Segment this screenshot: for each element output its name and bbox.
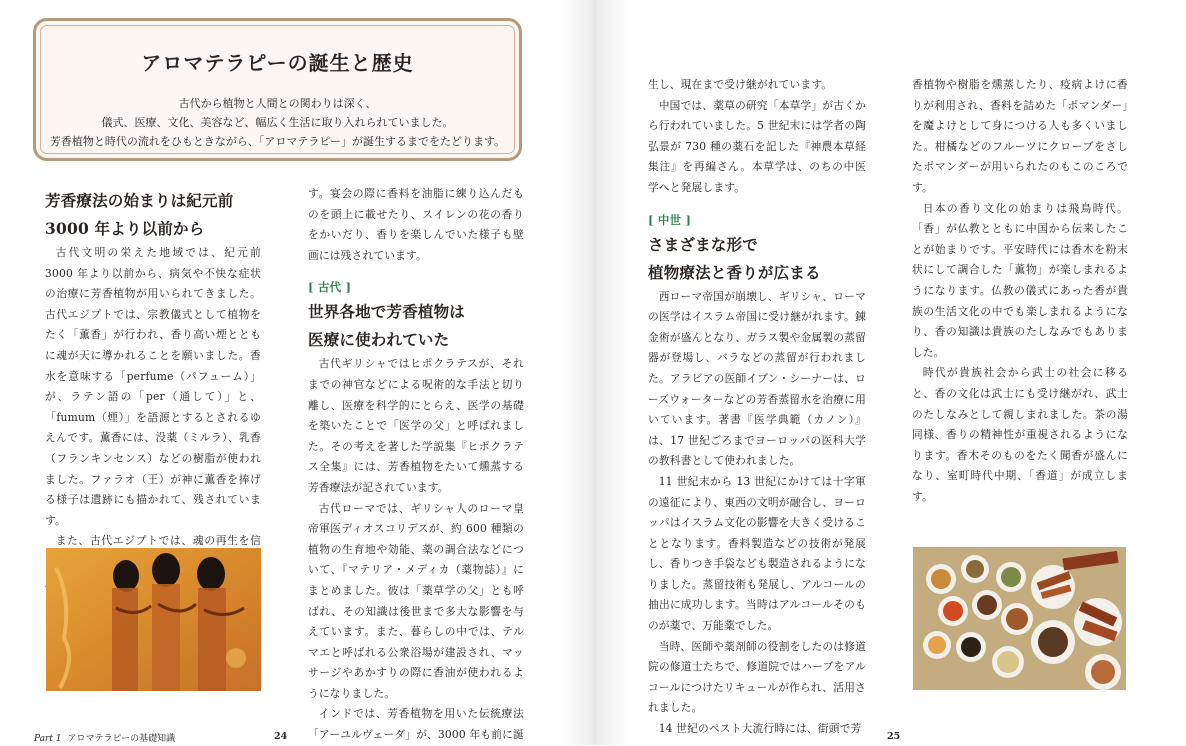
paragraph: 西ローマ帝国が崩壊し、ギリシャ、ローマの医学はイスラム帝国に受け継がれます。錬金術が盛んとなり、ガラス製や金属製の蒸留器が登場し、バラなどの蒸留が行われました。アラビアの医師イブン・シーナーは、ローズウォーターなどの芳香蒸留水を治療に用いています。著書『医学典範（カノン）』は、17 世紀ごろまでヨーロッパの医科大学の教科書として使われました。 (648, 289, 866, 468)
paragraph: 日本の香り文化の始まりは飛鳥時代。「香」が仏教とともに中国から伝来したことが始まりです。平安時代には香木を粉末状にして調合した「薫物」が楽しまれるようになります。仏教の儀式にあった香が貴族の生活文化の中でも楽しまれるようになり、香の知識は貴族のたしなみでもありました。 (912, 201, 1128, 359)
footer-section: アロマテラピーの基礎知識 (67, 734, 176, 744)
running-footer (34, 731, 175, 744)
heading-line: 植物療法と香りが広まる (648, 262, 821, 282)
era-label-ancient: [ 古代 ] (308, 280, 352, 295)
intro-lead (36, 94, 519, 151)
paragraph: 11 世紀末から 13 世紀にかけては十字軍の遠征により、東西の文明が融合し、ヨーロッパはイスラム文化の影響を大きく受けることとなります。香料製造などの技術が発展し、香りつき手袋なども製造されるようになりました。蒸留技術も発展し、アルコールの抽出に成功します。当時はアルコールそのものが薬で、万能薬でした。 (648, 474, 866, 633)
page-number-left: 24 (274, 731, 288, 742)
paragraph: 古代文明の栄えた地域では、紀元前 3000 年より以前から、病気や不快な症状の治療に芳香植物が用いられてきました。古代エジプトでは、宗教儀式として植物をたく「薫香」が行われ、香り高い煙とともに魂が天に導かれることを願いました。香水を意味する「perfume（パフューム）」が、ラテン語の「per（通して）」と、「fumum（煙）」を語源とするとされるゆえんです。薫香には、没薬（ミルラ）、乳香（フランキンセンス）などの樹脂が使われました。ファラオ（王）が神に薫香を捧げる様子は遺跡にも描かれて、残されています。 (45, 246, 261, 527)
section-heading (648, 231, 866, 287)
intro-lead-line: 芳香植物と時代の流れをひもときながら、「アロマテラピー」が誕生するまでをたどります。 (49, 135, 506, 148)
footer-part: Part 1 (34, 734, 62, 744)
book-gutter-shadow (560, 0, 630, 745)
intro-lead-line: 儀式、医療、文化、美容など、幅広く生活に取り入れられていました。 (101, 116, 454, 129)
heading-line: 世界各地で芳香植物は (308, 302, 466, 322)
column-4 (912, 75, 1128, 507)
intro-box (33, 18, 522, 161)
paragraph: インドでは、芳香植物を用いた伝統療法「アーユルヴェーダ」が、3000 年も前に誕 (308, 707, 524, 742)
section-heading (45, 187, 261, 243)
egyptian-mural-photo (46, 548, 261, 691)
column-2 (308, 184, 524, 746)
paragraph: 当時、医師や薬剤師の役割をしたのは修道院の修道士たちで、修道院ではハーブをアルコールにつけたリキュールが作られ、活用されました。 (648, 639, 866, 715)
paragraph: 中国では、薬草の研究「本草学」が古くから行われていました。5 世紀末には学者の陶弘景が 730 種の薬石を記した『神農本草経集注』を再編さん。本草学は、のちの中医学へと発展します。 (648, 98, 866, 194)
heading-line: 医療に使われていた (308, 330, 450, 350)
paragraph: 14 世紀のペスト大流行時には、街頭で芳 (658, 722, 862, 736)
heading-line: さまざまな形で (648, 234, 758, 254)
paragraph: 香植物や樹脂を燻蒸したり、疫病よけに香りが利用され、香料を詰めた「ポマンダー」を魔よけとして身につける人も多くいました。柑橘などのフルーツにクローブをさしたポマンダーが用いられたのもこのころです。 (912, 78, 1128, 194)
section-heading (308, 298, 524, 354)
intro-lead-line: 古代から植物と人間との関わりは深く、 (178, 97, 377, 110)
heading-line: 3000 年より以前から (45, 219, 205, 238)
herbs-spices-image (913, 547, 1126, 690)
paragraph: また、古代エジプトでは、魂の再生を信 (55, 534, 261, 548)
paragraph: 生し、現在まで受け継がれています。 (648, 78, 833, 91)
era-label-medieval: [ 中世 ] (648, 212, 692, 227)
page-title: アロマテラピーの誕生と歴史 (141, 51, 414, 75)
heading-line: 芳香療法の始まりは紀元前 (45, 191, 234, 210)
paragraph: 古代ギリシャではヒポクラテスが、それまでの神官などによる呪術的な手法と切り離し、医療を科学的にとらえ、医学の基礎を築いたことで「医学の父」と呼ばれました。その考えを著した学説集『ヒポクラテス全集』には、芳香植物をたいて燻蒸する芳香療法が記されています。 (308, 357, 524, 494)
paragraph: 時代が貴族社会から武士の社会に移ると、香の文化は武士にも受け継がれ、武士のたしなみとして親しまれました。茶の湯同様、香りの精神性が重視されるようになります。香木そのものをたく聞香が盛んになり、室町時代中期、「香道」が成立します。 (912, 366, 1128, 503)
paragraph: す。宴会の際に香料を油脂に練り込んだものを頭上に載せたり、スイレンの花の香りをかいだり、香りを楽しんでいた様子も壁画には残されています。 (308, 187, 524, 262)
paragraph: 古代ローマでは、ギリシャ人のローマ皇帝軍医ディオスコリデスが、約 600 種類の植物の生育地や効能、薬の調合法などについて、『マテリア・メディカ（薬物誌）』にまとめました。彼は「薬草学の父」とも呼ばれ、その知識は後世まで多大な影響を与えています。また、暮らしの中では、テルマエと呼ばれる公衆浴場が建設され、マッサージやあかすりの際に香油が使われるようになりました。 (308, 501, 524, 700)
egyptian-mural-image (46, 548, 261, 691)
page-number-right: 25 (887, 731, 901, 742)
herbs-spices-photo (913, 547, 1126, 690)
column-3 (648, 75, 866, 740)
